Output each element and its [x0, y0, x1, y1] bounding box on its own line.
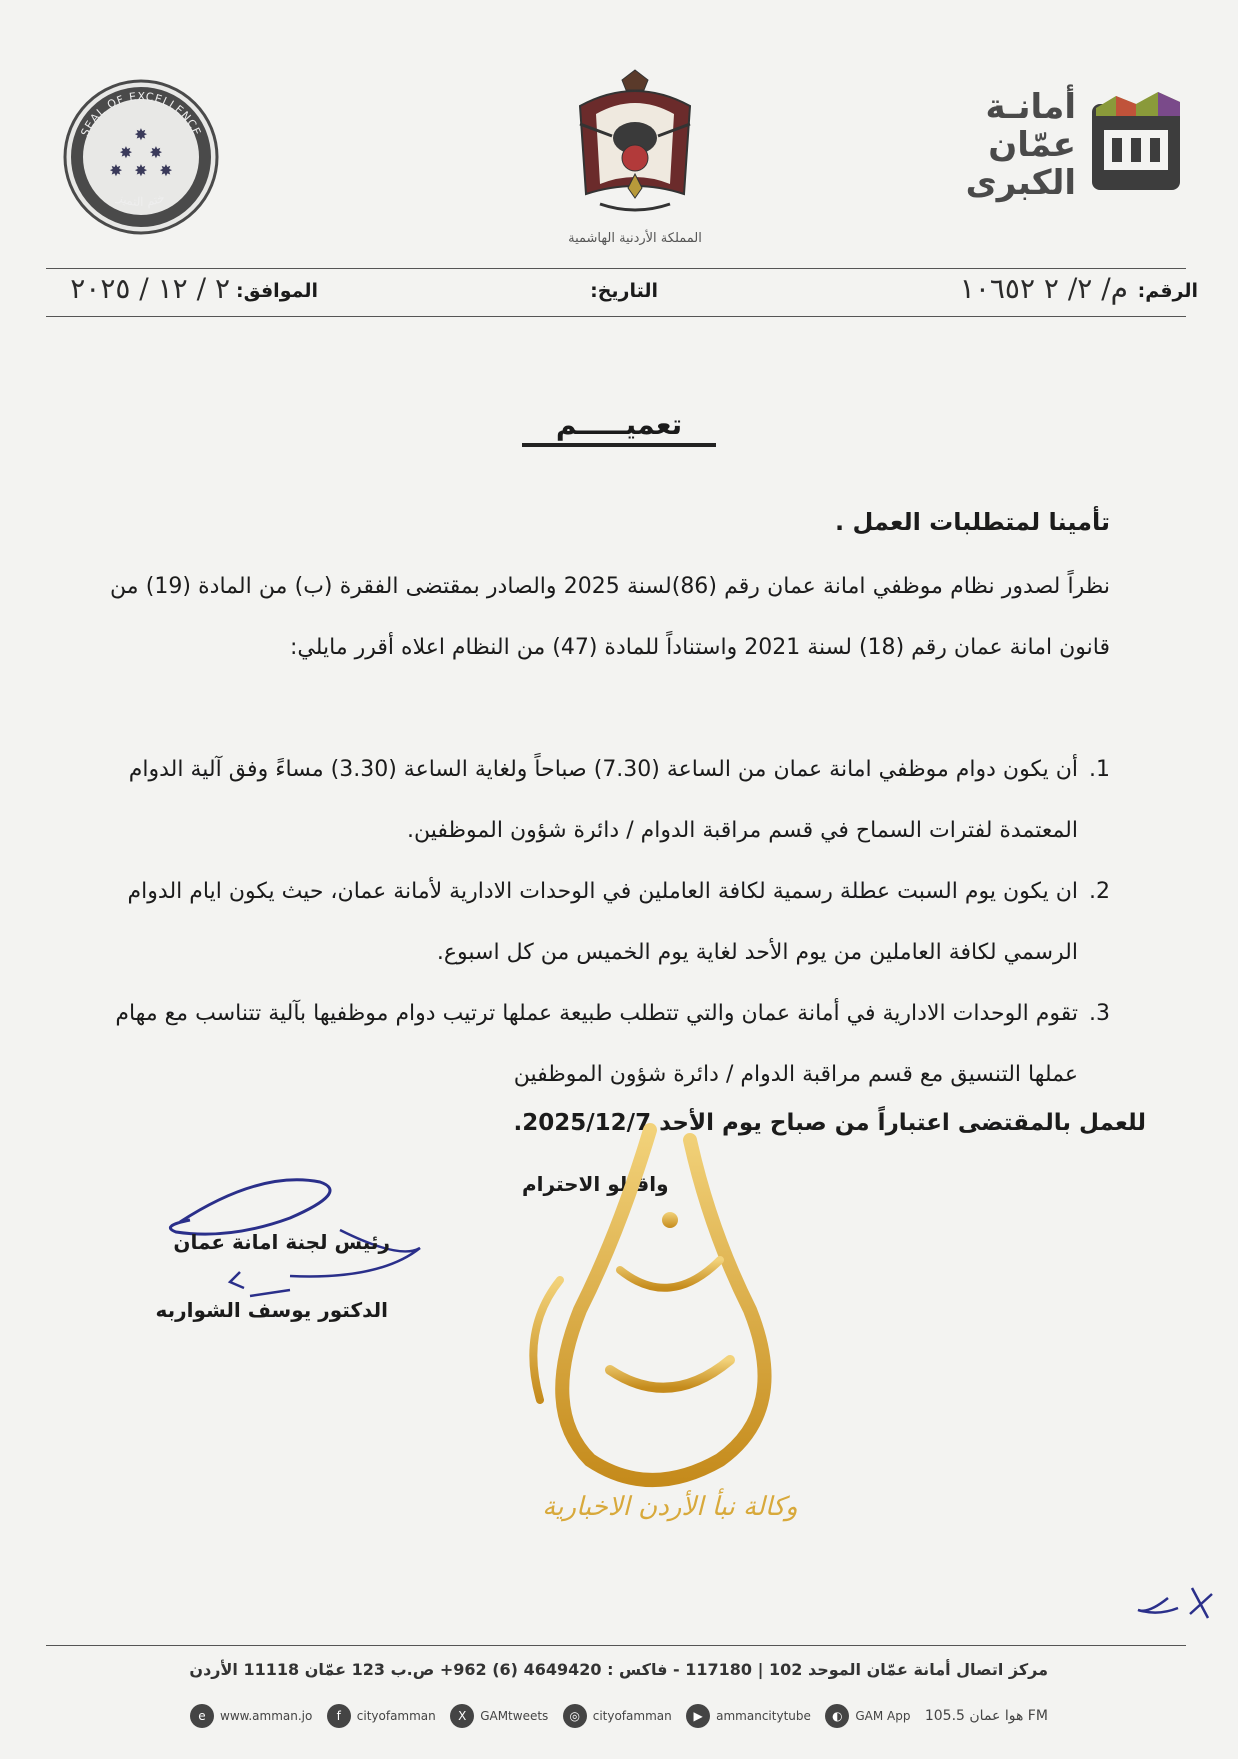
hijri-value: ٢ / ١٢ / ٢٠٢٥: [70, 272, 230, 305]
list-item-text: ان يكون يوم السبت عطلة رسمية لكافة العاملين في الوحدات الادارية لأمانة عمان، حيث يكون ايام الدوام الرسمي لكافة العاملين من يوم الأحد لغاية يوم الخميس من كل اسبوع.: [127, 879, 1078, 965]
social-label: cityofamman: [592, 1709, 672, 1723]
social-label: ammancitytube: [716, 1709, 811, 1723]
closing-line: للعمل بالمقتضى اعتباراً من صباح يوم الأحد 2025/12/7.: [513, 1110, 1146, 1136]
signatory-title: رئيس لجنة امانة عمان: [173, 1230, 390, 1254]
coat-of-arms-caption: المملكة الأردنية الهاشمية: [568, 231, 702, 246]
coat-of-arms: [560, 66, 710, 246]
date-label: التاريخ:: [590, 280, 658, 302]
svg-text:✸: ✸: [134, 125, 148, 144]
gam-logo-line1: أمانـة: [985, 87, 1076, 127]
footer-contact: مركز اتصال أمانة عمّان الموحد 102 | 117180 - فاكس : 4649420 (6) 962+ ص.ب 123 عمّان 11118 الأردن: [189, 1660, 1048, 1679]
list-item-text: أن يكون دوام موظفي امانة عمان من الساعة (7.30) صباحاً ولغاية الساعة (3.30) مساءً وفق آلية الدوام المعتمدة لفترات السماح في قسم مراقبة الدوام / دائرة شؤون الموظفين.: [128, 757, 1078, 843]
list-item: [110, 983, 1110, 1105]
social-item-x[interactable]: [450, 1704, 548, 1728]
seal-top-text: SEAL OF EXCELLENCE: [78, 89, 204, 139]
subject-line: تأمينا لمتطلبات العمل .: [835, 508, 1110, 536]
intro-paragraph: نظراً لصدور نظام موظفي امانة عمان رقم (86)لسنة 2025 والصادر بمقتضى الفقرة (ب) من المادة (19) من قانون امانة عمان رقم (18) لسنة 2021 واستناداً للمادة (47) من النظام اعلاه أقرر مايلي:: [110, 574, 1110, 660]
number-value: م/ ٢/ ٢ ١٠٦٥٢: [959, 272, 1128, 305]
social-item-facebook[interactable]: [327, 1704, 436, 1728]
social-item-youtube[interactable]: [686, 1704, 811, 1728]
header-bottom-rule: [46, 316, 1186, 317]
social-item-instagram[interactable]: [563, 1704, 672, 1728]
social-label: GAMtweets: [480, 1709, 549, 1723]
initials-scribble-icon: [1108, 1578, 1218, 1628]
document-title: تعميـــــم: [0, 408, 1238, 441]
signatory-name: الدكتور يوسف الشواربه: [155, 1298, 388, 1322]
coat-of-arms-icon: [560, 66, 710, 216]
social-label: www.amman.jo: [220, 1709, 313, 1723]
facebook-icon: f: [327, 1704, 351, 1728]
social-label: GAM App: [855, 1709, 911, 1723]
svg-text:✸: ✸: [109, 161, 123, 180]
number-label: الرقم:: [1137, 280, 1198, 302]
radio-station-label: هوا عمان 105.5 FM: [924, 1708, 1048, 1724]
list-item: [110, 861, 1110, 983]
list-item-number: 2.: [1089, 879, 1110, 904]
svg-text:✸: ✸: [159, 161, 173, 180]
header-top-rule: [46, 268, 1186, 269]
gam-logo-line3: الكبرى: [965, 163, 1076, 203]
watermark-caption: وكالة نبأ الأردن الاخبارية: [542, 1492, 798, 1522]
regards-line: واقبلو الاحترام: [522, 1172, 669, 1196]
reference-row: [20, 272, 1198, 316]
youtube-icon: ▶: [686, 1704, 710, 1728]
svg-text:✸: ✸: [119, 143, 133, 162]
svg-text:✸: ✸: [134, 161, 148, 180]
instagram-icon: ◎: [563, 1704, 587, 1728]
social-label: cityofamman: [356, 1709, 436, 1723]
social-item-app[interactable]: [825, 1704, 910, 1728]
list-item: [110, 739, 1110, 861]
list-item-number: 1.: [1089, 757, 1110, 782]
hijri-label: الموافق:: [236, 280, 318, 302]
gam-logo: [926, 82, 1186, 202]
social-item-website[interactable]: [190, 1704, 312, 1728]
x-icon: X: [450, 1704, 474, 1728]
list-item-text: تقوم الوحدات الادارية في أمانة عمان والتي تتطلب طبيعة عملها ترتيب دوام موظفيها بآلية تتناسب مع مهام عملها التنسيق مع قسم مراقبة الدوام / دائرة شؤون الموظفين: [115, 1001, 1078, 1087]
seal-bottom-text: ختم التميز: [115, 190, 167, 209]
list-item-number: 3.: [1089, 1001, 1110, 1026]
gam-logo-line2: عمّان: [988, 125, 1076, 165]
footer-rule: [46, 1645, 1186, 1646]
social-links: [190, 1700, 1048, 1732]
gam-emblem-icon: [1086, 86, 1186, 196]
svg-text:✸: ✸: [149, 143, 163, 162]
globe-icon: e: [190, 1704, 214, 1728]
seal-of-excellence-icon: [62, 78, 220, 236]
app-icon: ◐: [825, 1704, 849, 1728]
